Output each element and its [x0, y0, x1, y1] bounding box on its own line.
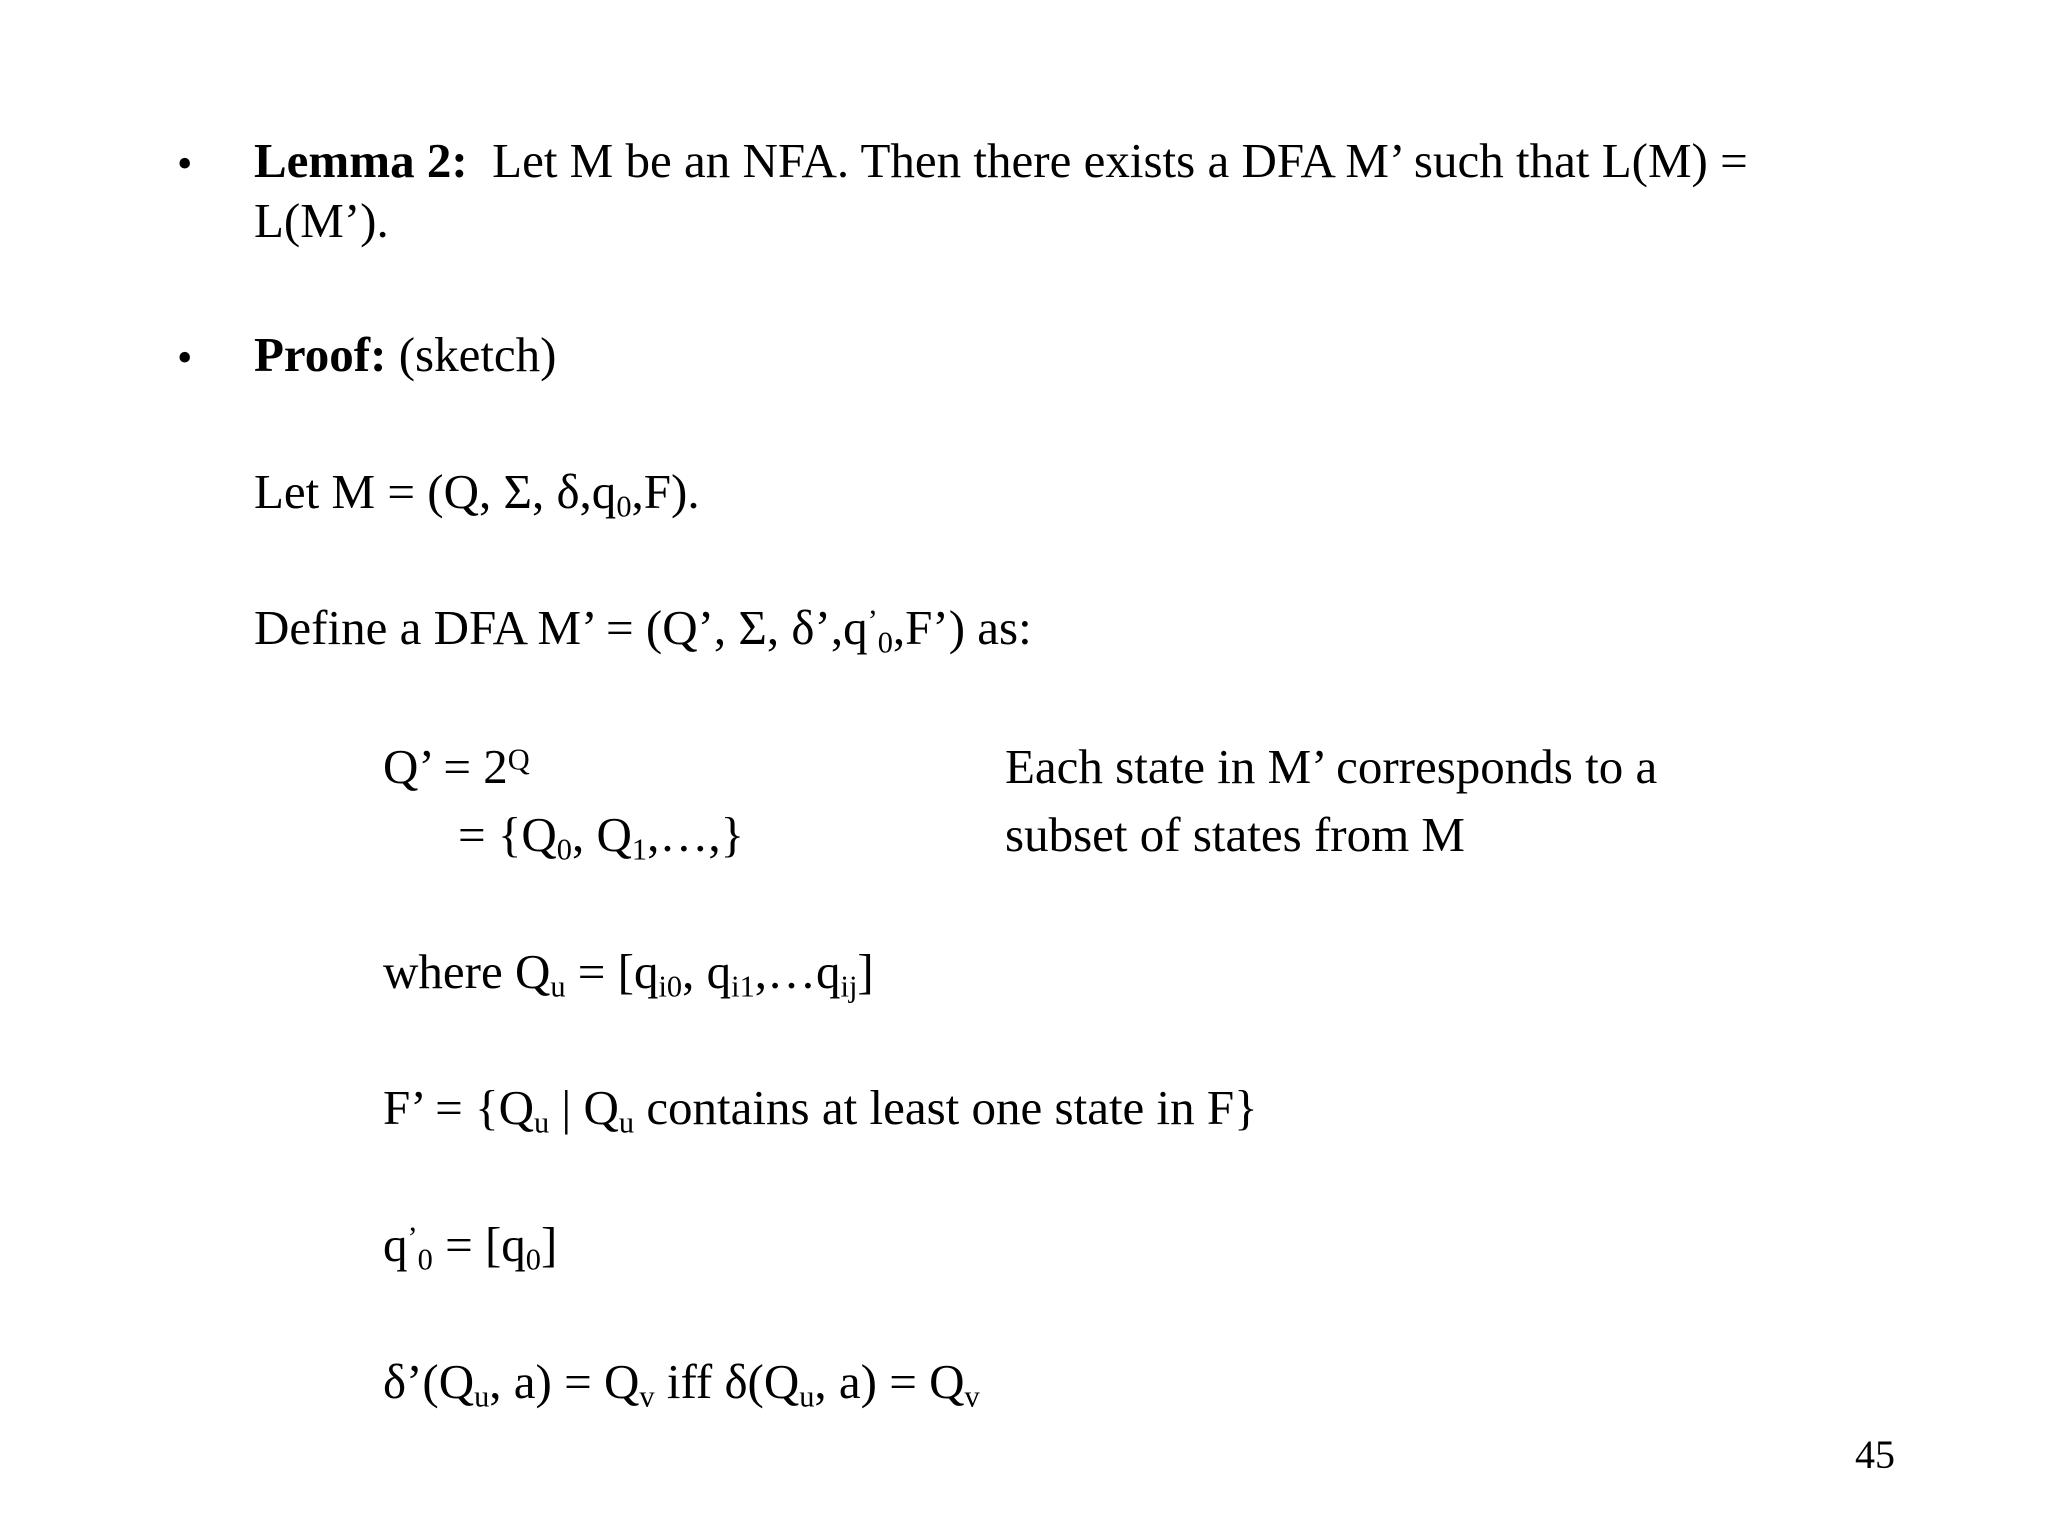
qprime-set-sub0: 0: [556, 832, 572, 867]
where-mid1: = [q: [565, 944, 659, 999]
bullet-lemma: •: [177, 139, 193, 188]
lemma-text-2: L(M’).: [254, 193, 389, 248]
proof-line: [254, 327, 557, 382]
q0prime-sup: ’: [407, 1220, 418, 1255]
define-sub: 0: [877, 625, 893, 660]
delta-pre: δ’(Q: [383, 1354, 475, 1409]
lemma-text-1: Let M be an NFA. Then there exists a DFA M’ such that L(M) =: [492, 133, 1748, 188]
bullet-proof: •: [177, 333, 193, 382]
q0prime-mid: = [q: [432, 1217, 526, 1272]
define-line: [254, 600, 1032, 660]
delta-sub4: v: [964, 1379, 980, 1414]
fprime-sub2: u: [618, 1105, 635, 1140]
proof-text: (sketch): [398, 327, 557, 382]
qprime-set-sub1: 1: [631, 832, 648, 867]
fprime-mid: | Q: [549, 1080, 619, 1135]
qprime-set-pre: = {Q: [458, 807, 557, 862]
delta-sub2: v: [639, 1379, 655, 1414]
where-sub-i0: i0: [658, 969, 683, 1004]
where-sub-u: u: [550, 969, 566, 1004]
qprime-set-post: ,…,}: [647, 807, 745, 862]
let-m-post: ,F).: [631, 464, 700, 519]
let-m-sub: 0: [616, 489, 632, 524]
where-mid3: ,…q: [754, 944, 841, 999]
q0prime-post: ]: [540, 1217, 558, 1272]
let-m-pre: Let M = (Q, Σ, δ,q: [254, 464, 617, 519]
where-mid2: , q: [682, 944, 732, 999]
lemma-line-2: [254, 193, 389, 248]
where-sub-i1: i1: [731, 969, 755, 1004]
qprime-set-mid: , Q: [571, 807, 632, 862]
fprime-pre: F’ = {Q: [383, 1080, 534, 1135]
qprime-pre: Q’ = 2: [383, 739, 508, 794]
delta-line: [383, 1354, 980, 1414]
note-line-1: Each state in M’ corresponds to a: [1005, 739, 1658, 794]
note-line-2: subset of states from M: [1005, 807, 1465, 862]
let-m-line: [254, 464, 700, 524]
where-pre: where Q: [383, 944, 551, 999]
fprime-sub1: u: [533, 1105, 550, 1140]
delta-mid3: , a) = Q: [814, 1354, 965, 1409]
delta-sub1: u: [474, 1379, 490, 1414]
fprime-post: contains at least one state in F}: [634, 1080, 1258, 1135]
q0prime-sub2: 0: [525, 1242, 541, 1277]
qprime-set-line: [458, 807, 745, 867]
delta-sub3: u: [799, 1379, 815, 1414]
where-post: ]: [857, 944, 874, 999]
lemma-line-1: [254, 133, 1748, 188]
where-line: [383, 944, 874, 1004]
define-pre: Define a DFA M’ = (Q’, Σ, δ’,q: [254, 600, 868, 655]
proof-label: Proof:: [254, 327, 387, 382]
fprime-line: [383, 1080, 1258, 1140]
qprime-line: [383, 739, 530, 794]
qprime-sup: Q: [507, 742, 530, 777]
delta-mid2: iff δ(Q: [654, 1354, 800, 1409]
lemma-label: Lemma 2:: [254, 133, 468, 188]
page-number: 45: [1855, 1432, 1895, 1477]
define-post: ,F’) as:: [892, 600, 1032, 655]
where-sub-ij: ij: [840, 969, 858, 1004]
q0prime-line: [383, 1217, 558, 1277]
q0prime-pre: q: [383, 1217, 408, 1272]
q0prime-sub: 0: [417, 1242, 433, 1277]
delta-mid1: , a) = Q: [489, 1354, 640, 1409]
define-sup: ’: [867, 603, 878, 638]
